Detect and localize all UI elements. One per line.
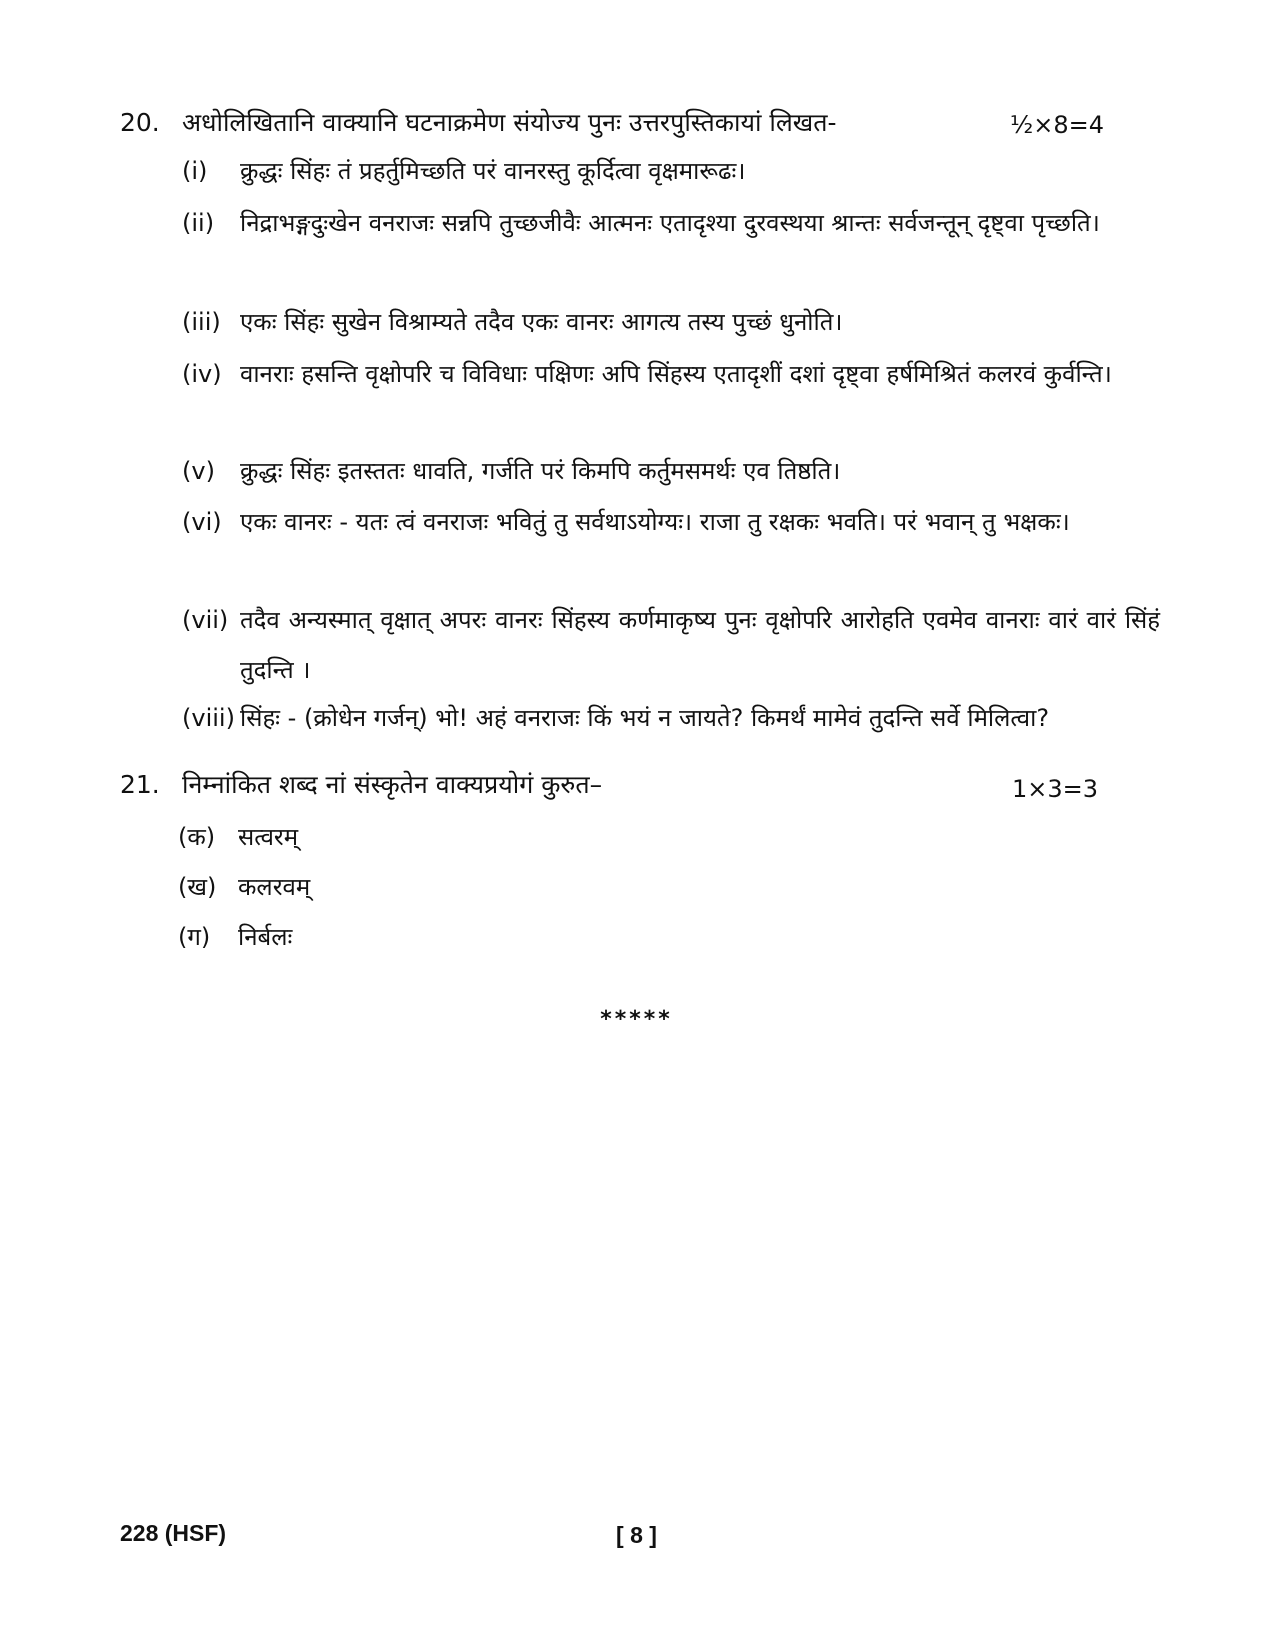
q21-item-1 <box>178 820 298 854</box>
q20-item-8-label: (viii) <box>182 704 235 732</box>
q20-item-6-label: (vi) <box>182 508 222 536</box>
q21-item-1-label: (क) <box>178 823 216 851</box>
q20-item-4-label: (iv) <box>182 360 222 388</box>
q21-item-1-text: सत्वरम् <box>238 823 299 851</box>
question-20-instruction: अधोलिखितानि वाक्यानि घटनाक्रमेण संयोज्य पुनः उत्तरपुस्तिकायां लिखत- <box>182 108 837 137</box>
question-21-instruction: निम्नांकित शब्द नां संस्कृतेन वाक्यप्रयोगं कुरुत– <box>182 770 603 799</box>
q20-item-3-text: एकः सिंहः सुखेन विश्राम्यते तदैव एकः वानरः आगत्य तस्य पुच्छं धुनोति। <box>240 308 843 336</box>
q20-item-1-text: क्रुद्धः सिंहः तं प्रहर्तुमिच्छति परं वानरस्तु कूर्दित्वा वृक्षमारूढः। <box>240 157 746 185</box>
q20-item-3 <box>182 297 1160 347</box>
q21-item-3 <box>178 920 292 954</box>
question-21-header <box>120 768 1020 802</box>
q21-item-2-text: कलरवम् <box>238 873 311 901</box>
q20-item-2 <box>182 198 1160 248</box>
q21-item-3-text: निर्बलः <box>238 923 293 951</box>
q21-item-2 <box>178 870 310 904</box>
q20-item-1-label: (i) <box>182 157 208 185</box>
q20-item-5 <box>182 446 1160 496</box>
question-21-number: 21. <box>120 770 160 799</box>
q20-item-7-text: तदैव अन्यस्मात् वृक्षात् अपरः वानरः सिंहस्य कर्णमाकृष्य पुनः वृक्षोपरि आरोहति एवमेव वानराः वारं वारं सिंहं तुदन्ति । <box>240 606 1160 684</box>
q20-item-4 <box>182 349 1160 399</box>
q20-item-4-text: वानराः हसन्ति वृक्षोपरि च विविधाः पक्षिणः अपि सिंहस्य एतादृशीं दशां दृष्ट्वा हर्षमिश्रितं कलरवं कुर्वन्ति। <box>240 360 1112 388</box>
q20-item-5-text: क्रुद्धः सिंहः इतस्ततः धावति, गर्जति परं किमपि कर्तुमसमर्थः एव तिष्ठति। <box>240 457 841 485</box>
q20-item-5-label: (v) <box>182 457 215 485</box>
q20-item-8 <box>182 693 1160 743</box>
q20-item-6 <box>182 497 1160 547</box>
q21-item-3-label: (ग) <box>178 923 211 951</box>
question-20-number: 20. <box>120 108 160 137</box>
q20-item-6-text: एकः वानरः - यतः त्वं वनराजः भवितुं तु सर्वथाऽयोग्यः। राजा तु रक्षकः भवति। परं भवान् तु भक्षकः। <box>240 508 1070 536</box>
question-20-marks: ½×8=4 <box>1010 111 1105 139</box>
q20-item-8-text: सिंहः - (क्रोधेन गर्जन्) भो! अहं वनराजः किं भयं न जायते? किमर्थं मामेवं तुदन्ति सर्वे मिलित्वा? <box>240 704 1050 732</box>
q21-item-2-label: (ख) <box>178 873 217 901</box>
end-separator: ***** <box>600 1007 673 1032</box>
q20-item-7-label: (vii) <box>182 606 229 634</box>
q20-item-3-label: (iii) <box>182 308 221 336</box>
q20-item-2-text: निद्राभङ्गदुःखेन वनराजः सन्नपि तुच्छजीवैः आत्मनः एतादृश्या दुरवस्थया श्रान्तः सर्वजन्तून् दृष्ट्वा पृच्छति। <box>240 209 1100 237</box>
question-21-marks: 1×3=3 <box>1012 775 1099 803</box>
page-number: [ 8 ] <box>616 1522 657 1548</box>
question-20-header <box>120 106 1120 140</box>
paper-code: 228 (HSF) <box>120 1520 227 1546</box>
q20-item-2-label: (ii) <box>182 209 215 237</box>
q20-item-1 <box>182 146 1160 196</box>
q20-item-7 <box>182 595 1160 695</box>
